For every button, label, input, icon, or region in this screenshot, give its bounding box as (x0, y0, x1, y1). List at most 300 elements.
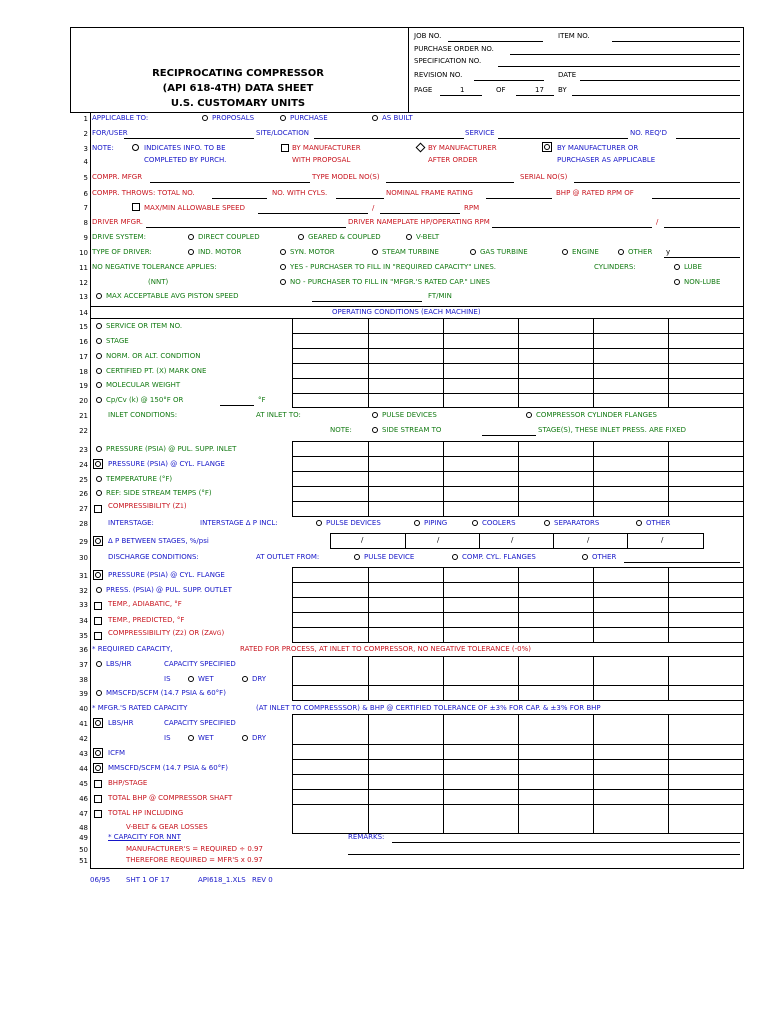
row-number: 32 (79, 587, 88, 595)
page-field[interactable] (440, 95, 482, 96)
item-no-label: ITEM NO. (558, 32, 590, 40)
separators-option[interactable]: SEPARATORS (544, 520, 599, 527)
proposals-radio[interactable] (202, 115, 208, 121)
grid-col (405, 534, 406, 548)
gas-turbine-option[interactable]: GAS TURBINE (470, 249, 528, 256)
grid-col (668, 656, 669, 701)
grid-col (593, 714, 594, 834)
compressibility-label: COMPRESSIBILITY (Z1) (108, 502, 187, 510)
radio-icon[interactable] (188, 676, 194, 682)
row-number: 35 (79, 632, 88, 640)
radio-icon[interactable] (636, 520, 642, 526)
is-label: IS (164, 675, 171, 683)
grid-col (668, 319, 669, 408)
rownum-divider (90, 112, 91, 868)
job-no-label: JOB NO. (414, 32, 442, 40)
stage-option[interactable]: STAGE (96, 338, 129, 345)
grid-col (443, 656, 444, 701)
completed-by-purch-label: COMPLETED BY PURCH. (144, 156, 227, 164)
grid-col (368, 319, 369, 408)
nominal-frame-rating-label: NOMINAL FRAME RATING (386, 189, 473, 197)
non-lube-radio[interactable] (674, 279, 680, 285)
radio-icon[interactable] (96, 353, 102, 359)
square-radio-icon[interactable] (93, 763, 103, 773)
bhp-rated-rpm-field[interactable] (652, 198, 740, 199)
row-number: 45 (79, 780, 88, 788)
job-no-field[interactable] (448, 41, 543, 42)
service-item-option[interactable]: SERVICE OR ITEM NO. (96, 323, 182, 330)
remarks-field-2[interactable] (348, 854, 740, 855)
syn-motor-option[interactable]: SYN. MOTOR (280, 249, 335, 256)
row-number: 22 (79, 427, 88, 435)
vbelt-gear-losses-label: V-BELT & GEAR LOSSES (126, 823, 208, 831)
driver-nameplate-label: DRIVER NAMEPLATE HP/OPERATING RPM (348, 218, 490, 226)
by-field[interactable] (572, 95, 740, 96)
date-field[interactable] (580, 80, 740, 81)
radio-icon[interactable] (242, 735, 248, 741)
radio-icon[interactable] (372, 427, 378, 433)
compr-throws-field[interactable] (212, 198, 267, 199)
temp-adiabatic-checkbox[interactable] (94, 602, 102, 610)
row-number: 13 (79, 293, 88, 301)
square-radio-icon (542, 142, 552, 152)
other-driver-radio[interactable] (618, 249, 624, 255)
driver-mfgr-field[interactable] (146, 227, 346, 228)
as-built-option[interactable]: AS BUILT (372, 115, 413, 122)
discharge-conditions-label: DISCHARGE CONDITIONS: (108, 553, 199, 561)
row-number: 5 (83, 174, 88, 182)
lbs-hr-option[interactable]: LBS/HR (96, 661, 132, 668)
type-model-label: TYPE MODEL NO(S) (312, 173, 380, 181)
square-radio-icon[interactable] (93, 459, 103, 469)
bhp-stage-label: BHP/STAGE (108, 779, 148, 787)
by-manufacturer-label-1: BY MANUFACTURER (292, 144, 361, 152)
piping-option[interactable]: PIPING (414, 520, 447, 527)
lbs-hr2-label: LBS/HR (108, 719, 134, 727)
radio-icon[interactable] (472, 520, 478, 526)
therefore-required-label: THEREFORE REQUIRED = MFR'S x 0.97 (126, 856, 263, 864)
other-driver-value: y (666, 248, 671, 256)
row-number: 23 (79, 446, 88, 454)
dry-option[interactable]: DRY (242, 676, 266, 683)
for-user-label: FOR/USER (92, 129, 128, 137)
row-number: 49 (79, 834, 88, 842)
driver-rpm-field[interactable] (664, 227, 740, 228)
lube-radio[interactable] (674, 264, 680, 270)
row-number: 16 (79, 338, 88, 346)
service-field[interactable] (498, 138, 628, 139)
temperature-option[interactable]: TEMPERATURE (°F) (96, 476, 172, 483)
capacity-for-nnt-label: * CAPACITY FOR NNT (108, 833, 181, 841)
row-number: 7 (83, 204, 88, 212)
purchase-option[interactable]: PURCHASE (280, 115, 328, 122)
ind-motor-option[interactable]: IND. MOTOR (188, 249, 241, 256)
square-radio-icon[interactable] (93, 748, 103, 758)
header-bottom (70, 112, 744, 113)
row-number: 26 (79, 490, 88, 498)
grid-col (553, 534, 554, 548)
operating-grid-2[interactable] (292, 441, 744, 517)
radio-icon[interactable] (582, 554, 588, 560)
speed-slash: / (372, 204, 375, 212)
driver-mfgr-label: DRIVER MFGR. (92, 218, 143, 226)
icfm-label: ICFM (108, 749, 126, 757)
grid-col (627, 534, 628, 548)
grid-col (593, 567, 594, 643)
interstage-dp-label: INTERSTAGE Δ P INCL: (200, 519, 278, 527)
row-number: 19 (79, 382, 88, 390)
compr-mfgr-field[interactable] (150, 182, 310, 183)
row-number: 15 (79, 323, 88, 331)
with-proposal-label: WITH PROPOSAL (292, 156, 351, 164)
mmscfd2-label: MMSCFD/SCFM (14.7 PSIA & 60°F) (108, 764, 228, 772)
no-with-cyls-field[interactable] (336, 198, 384, 199)
row-number: 12 (79, 279, 88, 287)
site-location-field[interactable] (314, 138, 464, 139)
radio-icon[interactable] (372, 412, 378, 418)
applicable-to-label: APPLICABLE TO: (92, 114, 149, 122)
slash-mark: / (361, 536, 364, 544)
wet-option[interactable]: WET (188, 676, 214, 683)
frame-bottom (90, 868, 744, 869)
radio-icon[interactable] (96, 587, 102, 593)
bhp-stage-checkbox[interactable] (94, 780, 102, 788)
row-number: 21 (79, 412, 88, 420)
row-number: 14 (79, 309, 88, 317)
radio-icon[interactable] (96, 382, 102, 388)
pulse-devices2-option[interactable]: PULSE DEVICES (316, 520, 381, 527)
footer-sheet: SHT 1 OF 17 (126, 876, 170, 884)
row-number: 2 (83, 130, 88, 138)
min-speed-field[interactable] (380, 213, 460, 214)
by-label: BY (558, 86, 567, 94)
radio-icon[interactable] (96, 338, 102, 344)
grid-col (518, 567, 519, 643)
syn-motor-radio[interactable] (280, 249, 286, 255)
title-line-3: U.S. CUSTOMARY UNITS (170, 98, 306, 109)
dry2-option[interactable]: DRY (242, 735, 266, 742)
row-number: 29 (79, 538, 88, 546)
inlet-conditions-label: INLET CONDITIONS: (108, 411, 178, 419)
section-rule-top (90, 306, 744, 307)
no-purchaser-radio[interactable] (280, 279, 286, 285)
press-cyl-flange-label: PRESSURE (PSIA) @ CYL. FLANGE (108, 571, 225, 579)
row-number: 24 (79, 461, 88, 469)
header-divider (408, 27, 409, 113)
row-number: 48 (79, 824, 88, 832)
row-number: 25 (79, 476, 88, 484)
compressibility2-label: COMPRESSIBILITY (Z2) OR (ZAVG) (108, 629, 225, 637)
engine-radio[interactable] (562, 249, 568, 255)
row-number: 33 (79, 601, 88, 609)
slash-mark: / (587, 536, 590, 544)
operating-grid-4[interactable] (292, 656, 744, 701)
non-lube-option[interactable]: NON-LUBE (674, 279, 720, 286)
no-neg-tol-label: NO NEGATIVE TOLERANCE APPLIES: (92, 263, 217, 271)
side-stream-field[interactable] (482, 435, 536, 436)
title-line-2: (API 618-4TH) DATA SHEET (162, 83, 314, 94)
type-model-field[interactable] (386, 182, 514, 183)
other3-field[interactable] (624, 562, 740, 563)
other-driver-option[interactable]: OTHER (618, 249, 652, 256)
row-number: 44 (79, 765, 88, 773)
geared-coupled-radio[interactable] (298, 234, 304, 240)
pulse-devices-option[interactable]: PULSE DEVICES (372, 412, 437, 419)
proposals-option[interactable]: PROPOSALS (202, 115, 254, 122)
purchase-radio[interactable] (280, 115, 286, 121)
geared-coupled-option[interactable]: GEARED & COUPLED (298, 234, 381, 241)
norm-alt-option[interactable]: NORM. OR ALT. CONDITION (96, 353, 201, 360)
max-min-speed-checkbox[interactable] (132, 203, 140, 211)
grid-col (518, 656, 519, 701)
radio-icon[interactable] (354, 554, 360, 560)
press-pul-supp-outlet-option[interactable]: PRESS. (PSIA) @ PUL. SUPP. OUTLET (96, 587, 232, 594)
comp-cyl-flanges-option[interactable]: COMP. CYL. FLANGES (452, 554, 536, 561)
type-of-driver-label: TYPE OF DRIVER: (92, 248, 152, 256)
row-number: 28 (79, 520, 88, 528)
no-reqd-field[interactable] (676, 138, 740, 139)
other2-option[interactable]: OTHER (636, 520, 670, 527)
operating-conditions-heading: OPERATING CONDITIONS (EACH MACHINE) (332, 308, 481, 316)
at-inlet-bhp-label: (AT INLET TO COMPRESSSOR) & BHP @ CERTIFIED TOLERANCE OF ±3% FOR CAP. & ±3% FOR BHP (256, 704, 601, 712)
temp-predicted-label: TEMP., PREDICTED, °F (108, 616, 185, 624)
radio-icon[interactable] (96, 446, 102, 452)
coolers-option[interactable]: COOLERS (472, 520, 516, 527)
footer-date: 06/95 (90, 876, 111, 884)
by-manufacturer-label-2: BY MANUFACTURER (428, 144, 497, 152)
row-number: 42 (79, 735, 88, 743)
direct-coupled-radio[interactable] (188, 234, 194, 240)
deg-f-label: °F (258, 396, 266, 404)
indicates-info-label: INDICATES INFO. TO BE (144, 144, 226, 152)
row-number: 6 (83, 190, 88, 198)
purchaser-as-applicable-label: PURCHASER AS APPLICABLE (557, 156, 656, 164)
at-outlet-from-label: AT OUTLET FROM: (256, 553, 320, 561)
row-number: 1 (83, 115, 88, 123)
grid-col (443, 441, 444, 517)
row-number: 41 (79, 720, 88, 728)
side-stream-option[interactable]: SIDE STREAM TO (372, 427, 441, 434)
other3-option[interactable]: OTHER (582, 554, 616, 561)
engine-option[interactable]: ENGINE (562, 249, 599, 256)
pressure-pul-supp-inlet-option[interactable]: PRESSURE (PSIA) @ PUL. SUPP. INLET (96, 446, 236, 453)
remarks-label: REMARKS: (348, 833, 385, 841)
compr-mfgr-label: COMPR. MFGR (92, 173, 143, 181)
yes-purchaser-option[interactable]: YES - PURCHASER TO FILL IN "REQUIRED CAPACITY" LINES. (280, 264, 496, 271)
note-label: NOTE: (92, 144, 114, 152)
row-number: 37 (79, 661, 88, 669)
row-number: 38 (79, 676, 88, 684)
row-number: 9 (83, 234, 88, 242)
compressibility2-checkbox[interactable] (94, 632, 102, 640)
serial-nos-field[interactable] (574, 182, 740, 183)
no-with-cyls-label: NO. WITH CYLS. (272, 189, 328, 197)
row-number: 47 (79, 810, 88, 818)
mfgr-rated-capacity-label: * MFGR.'S RATED CAPACITY (92, 704, 188, 712)
direct-coupled-option[interactable]: DIRECT COUPLED (188, 234, 260, 241)
grid-col (668, 441, 669, 517)
row-number: 36 (79, 646, 88, 654)
temp-predicted-checkbox[interactable] (94, 617, 102, 625)
cylinders-label: CYLINDERS: (594, 263, 636, 271)
frame-left-header (70, 27, 71, 113)
nnt-label: (NNT) (148, 278, 169, 286)
item-no-field[interactable] (612, 41, 740, 42)
row-number: 18 (79, 368, 88, 376)
slash-mark: / (437, 536, 440, 544)
row-number: 4 (83, 158, 88, 166)
operating-grid-1[interactable] (292, 319, 744, 408)
row-number: 3 (83, 145, 88, 153)
note-circle-icon (132, 144, 139, 151)
compressibility-checkbox[interactable] (94, 505, 102, 513)
rpm-label: RPM (464, 204, 480, 212)
max-piston-speed-field[interactable] (312, 301, 422, 302)
grid-col (368, 441, 369, 517)
max-piston-speed-radio[interactable] (96, 293, 102, 299)
ind-motor-radio[interactable] (188, 249, 194, 255)
for-user-field[interactable] (124, 138, 254, 139)
steam-turbine-radio[interactable] (372, 249, 378, 255)
radio-icon[interactable] (242, 676, 248, 682)
stages-inlet-label: STAGE(S), THESE INLET PRESS. ARE FIXED (538, 426, 687, 434)
grid-col (368, 656, 369, 701)
wet2-option[interactable]: WET (188, 735, 214, 742)
radio-icon[interactable] (96, 476, 102, 482)
mmscfd-option[interactable]: MMSCFD/SCFM (14.7 PSIA & 60°F) (96, 690, 226, 697)
no-purchaser-option[interactable]: NO - PURCHASER TO FILL IN "MFGR.'S RATED CAP." LINES (280, 279, 490, 286)
row-number: 31 (79, 572, 88, 580)
page-label: PAGE (414, 86, 433, 94)
revision-label: REVISION NO. (414, 71, 463, 79)
ref-side-stream-option[interactable]: REF: SIDE STREAM TEMPS (°F) (96, 490, 212, 497)
capacity-specified2-label: CAPACITY SPECIFIED (164, 719, 236, 727)
total-hp-checkbox[interactable] (94, 810, 102, 818)
footer-rev: REV 0 (252, 876, 273, 884)
specification-field[interactable] (498, 66, 740, 67)
grid-col (668, 567, 669, 643)
steam-turbine-option[interactable]: STEAM TURBINE (372, 249, 439, 256)
square-radio-icon[interactable] (93, 570, 103, 580)
grid-col (518, 441, 519, 517)
radio-icon[interactable] (96, 690, 102, 696)
diamond-icon (416, 143, 426, 153)
row-number: 40 (79, 705, 88, 713)
radio-icon[interactable] (188, 735, 194, 741)
drive-system-label: DRIVE SYSTEM: (92, 233, 147, 241)
of-value: 17 (535, 86, 544, 94)
row-number: 43 (79, 750, 88, 758)
v-belt-option[interactable]: V-BELT (406, 234, 439, 241)
pulse-device-option[interactable]: PULSE DEVICE (354, 554, 414, 561)
max-piston-speed-option[interactable]: MAX ACCEPTABLE AVG PISTON SPEED (96, 293, 238, 300)
interstage-label: INTERSTAGE: (108, 519, 154, 527)
v-belt-radio[interactable] (406, 234, 412, 240)
as-built-radio[interactable] (372, 115, 378, 121)
serial-nos-label: SERIAL NO(S) (520, 173, 568, 181)
molecular-weight-option[interactable]: MOLECULAR WEIGHT (96, 382, 180, 389)
grid-col (593, 319, 594, 408)
row-number: 11 (79, 264, 88, 272)
cp-cv-option[interactable]: Cp/Cv (k) @ 150°F OR (96, 397, 183, 404)
purchase-order-field[interactable] (510, 54, 740, 55)
remarks-field-1[interactable] (392, 842, 740, 843)
radio-icon[interactable] (96, 323, 102, 329)
row-number: 51 (79, 857, 88, 865)
radio-icon[interactable] (452, 554, 458, 560)
grid-col (479, 534, 480, 548)
total-hp-including-label: TOTAL HP INCLUDING (108, 809, 184, 817)
nominal-frame-rating-field[interactable] (486, 198, 552, 199)
max-min-speed-label: MAX/MIN ALLOWABLE SPEED (144, 204, 245, 212)
slash-mark: / (511, 536, 514, 544)
no-reqd-label: NO. REQ'D (630, 129, 668, 137)
operating-grid-5[interactable] (292, 714, 744, 834)
slash-mark: / (661, 536, 664, 544)
radio-icon[interactable] (316, 520, 322, 526)
specification-label: SPECIFICATION NO. (414, 57, 482, 65)
row-number: 10 (79, 249, 88, 257)
driver-hp-field[interactable] (492, 227, 652, 228)
gas-turbine-radio[interactable] (470, 249, 476, 255)
cyl-flanges-option[interactable]: COMPRESSOR CYLINDER FLANGES (526, 412, 657, 419)
compr-throws-label: COMPR. THROWS: TOTAL NO. (92, 189, 195, 197)
of-field[interactable] (516, 95, 554, 96)
operating-grid-3[interactable] (292, 567, 744, 643)
yes-purchaser-radio[interactable] (280, 264, 286, 270)
radio-icon[interactable] (96, 661, 102, 667)
grid-col (518, 714, 519, 834)
required-capacity-label: * REQUIRED CAPACITY, (92, 645, 173, 653)
row-number: 34 (79, 617, 88, 625)
site-location-label: SITE/LOCATION (256, 129, 309, 137)
total-bhp-checkbox[interactable] (94, 795, 102, 803)
revision-field[interactable] (474, 80, 544, 81)
dp-between-stages-label: Δ P BETWEEN STAGES, %/psi (108, 537, 209, 545)
cp-cv-temp-field[interactable] (220, 405, 254, 406)
temp-adiabatic-label: TEMP., ADIABATIC, °F (108, 600, 182, 608)
radio-icon[interactable] (526, 412, 532, 418)
at-inlet-to-label: AT INLET TO: (256, 411, 301, 419)
square-radio-icon[interactable] (93, 536, 103, 546)
row-number: 27 (79, 505, 88, 513)
row-number: 46 (79, 795, 88, 803)
driver-slash: / (656, 218, 659, 226)
radio-icon[interactable] (96, 368, 102, 374)
dp-between-stages-box[interactable] (330, 533, 704, 549)
purchase-order-label: PURCHASE ORDER NO. (414, 45, 494, 53)
radio-icon[interactable] (414, 520, 420, 526)
row-number: 17 (79, 353, 88, 361)
max-speed-field[interactable] (258, 213, 368, 214)
radio-icon[interactable] (96, 490, 102, 496)
square-radio-icon[interactable] (93, 718, 103, 728)
grid-col (668, 714, 669, 834)
bhp-rated-rpm-label: BHP @ RATED RPM OF (556, 189, 634, 197)
title-line-1: RECIPROCATING COMPRESSOR (152, 68, 324, 79)
mfr-required-label: MANUFACTURER'S = REQUIRED ÷ 0.97 (126, 845, 263, 853)
row-number: 50 (79, 846, 88, 854)
lube-option[interactable]: LUBE (674, 264, 702, 271)
certified-pt-option[interactable]: CERTIFIED PT. (X) MARK ONE (96, 368, 206, 375)
footer-file: API618_1.XLS (198, 876, 246, 884)
page-value: 1 (460, 86, 465, 94)
radio-icon[interactable] (96, 397, 102, 403)
note2-label: NOTE: (330, 426, 352, 434)
radio-icon[interactable] (544, 520, 550, 526)
service-label: SERVICE (465, 129, 495, 137)
other-driver-field[interactable] (664, 257, 740, 258)
